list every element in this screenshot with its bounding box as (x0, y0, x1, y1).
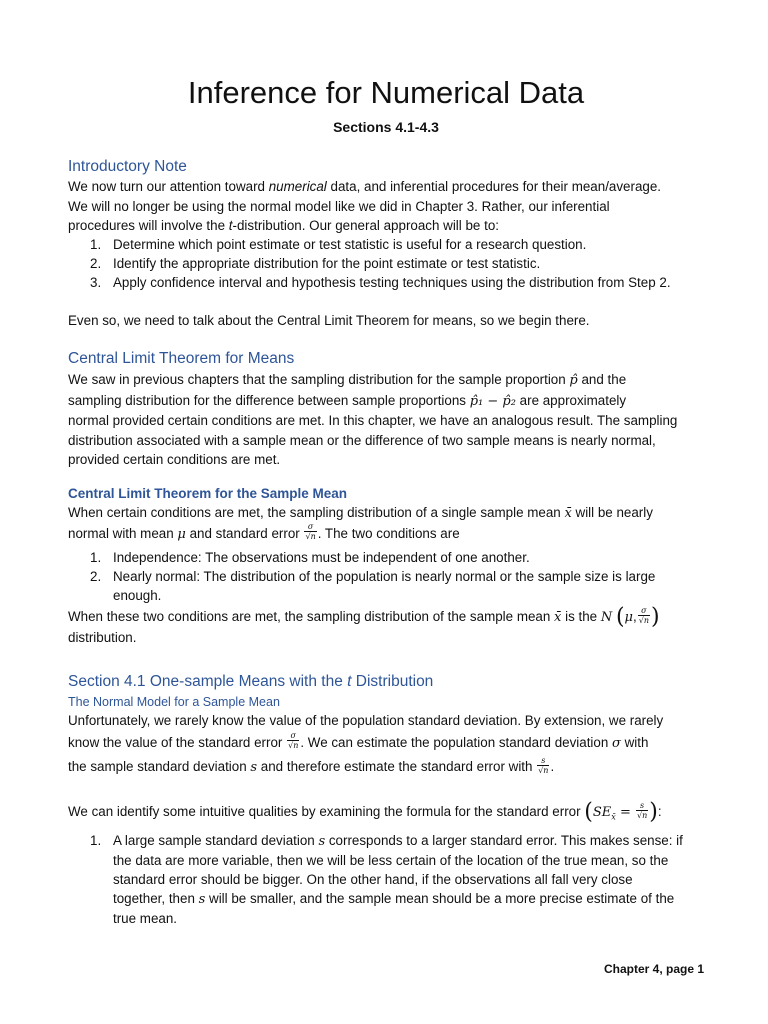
clt-conclusion: When these two conditions are met, the sampling distribution of the sample mean x̄ is the N (μ, $\frac{\sigma}{√n}$ ) distribution. (68, 604, 660, 645)
intro-paragraph-2: Even so, we need to talk about the Central Limit Theorem for means, so we begin there. (68, 313, 590, 328)
fraction-s-over-sqrt-n: $\frac{s}{√n}$ (538, 755, 549, 775)
intro-heading: Introductory Note (68, 158, 187, 175)
fraction-sigma-over-sqrt-n: $\frac{\sigma}{√n}$ (638, 605, 649, 625)
document-title: Inference for Numerical Data (187, 75, 585, 110)
page-footer: Chapter 4, page 1 (603, 962, 704, 976)
clt-paragraph: We saw in previous chapters that the sampling distribution for the sample proportion p̂ and the sampling distribution for the difference between sample proportions p̂₁ − p̂₂ are approximately normal provided certain conditions are met. In this chapter, we have an analogous result. The sampling distribution associated with a sample mean or the difference of two sample means is nearly normal, provided certain conditions are met. (68, 372, 678, 467)
standard-error-intro: We can identify some intuitive qualities by examining the formula for the standard error ($SE_{x̄}$ = $\frac{s}{√n}$ ): (68, 799, 662, 825)
clt-heading: Central Limit Theorem for Means (68, 350, 295, 367)
fraction-sigma-over-sqrt-n: $\frac{\sigma}{√n}$ (305, 522, 316, 542)
fraction-sigma-over-sqrt-n: $\frac{\sigma}{√n}$ (288, 731, 299, 751)
intro-step: 2. Identify the appropriate distribution for the point estimate or test statistic. (90, 256, 541, 271)
intro-step: 3. Apply confidence interval and hypothesis testing techniques using the distribution from Step 2. (90, 275, 671, 290)
intuitive-quality-item: 1. A large sample standard deviation s corresponds to a larger standard error. This makes sense: if the data are more variable, then we will be less certain of the location of the true mean, so the standard error should be bigger. On the other hand, if the observations all fall very close together, then s will be smaller, and the sample mean should be a more precise estimate of the true mean. (90, 833, 683, 926)
document-subtitle: Sections 4.1-4.3 (333, 119, 439, 135)
clt-sample-mean-paragraph: When certain conditions are met, the sampling distribution of a single sample mean x̄ will be nearly normal with mean μ and standard error $\frac{\sigma}{√n}$ . The two conditions are (68, 505, 653, 542)
intro-step: 1. Determine which point estimate or test statistic is useful for a research question. (90, 237, 587, 252)
section-4-1-heading: Section 4.1 One-sample Means with the t Distribution (68, 673, 434, 690)
section-4-1-subheading: The Normal Model for a Sample Mean (68, 695, 280, 709)
fraction-s-over-sqrt-n: $\frac{s}{√n}$ (636, 800, 648, 820)
intro-paragraph: We now turn our attention toward numerical data, and inferential procedures for their mean/average. We will no longer be using the normal model like we did in Chapter 3. Rather, our inferential procedures will involve the t-distribution. Our general approach will be to: (68, 179, 662, 233)
section-4-1-paragraph: Unfortunately, we rarely know the value of the population standard deviation. By extension, we rarely know the value of the standard error $\frac{\sigma}{√n}$ . We can estimate the population standard deviation σ with the sample standard deviation s and therefore estimate the standard error with $\frac{s}{√n}$ . (68, 713, 664, 775)
condition-item: 1. Independence: The observations must be independent of one another. (90, 550, 530, 565)
clt-subheading: Central Limit Theorem for the Sample Mean (68, 486, 348, 501)
condition-item: 2. Nearly normal: The distribution of the population is nearly normal or the sample size is large enough. (90, 569, 656, 603)
